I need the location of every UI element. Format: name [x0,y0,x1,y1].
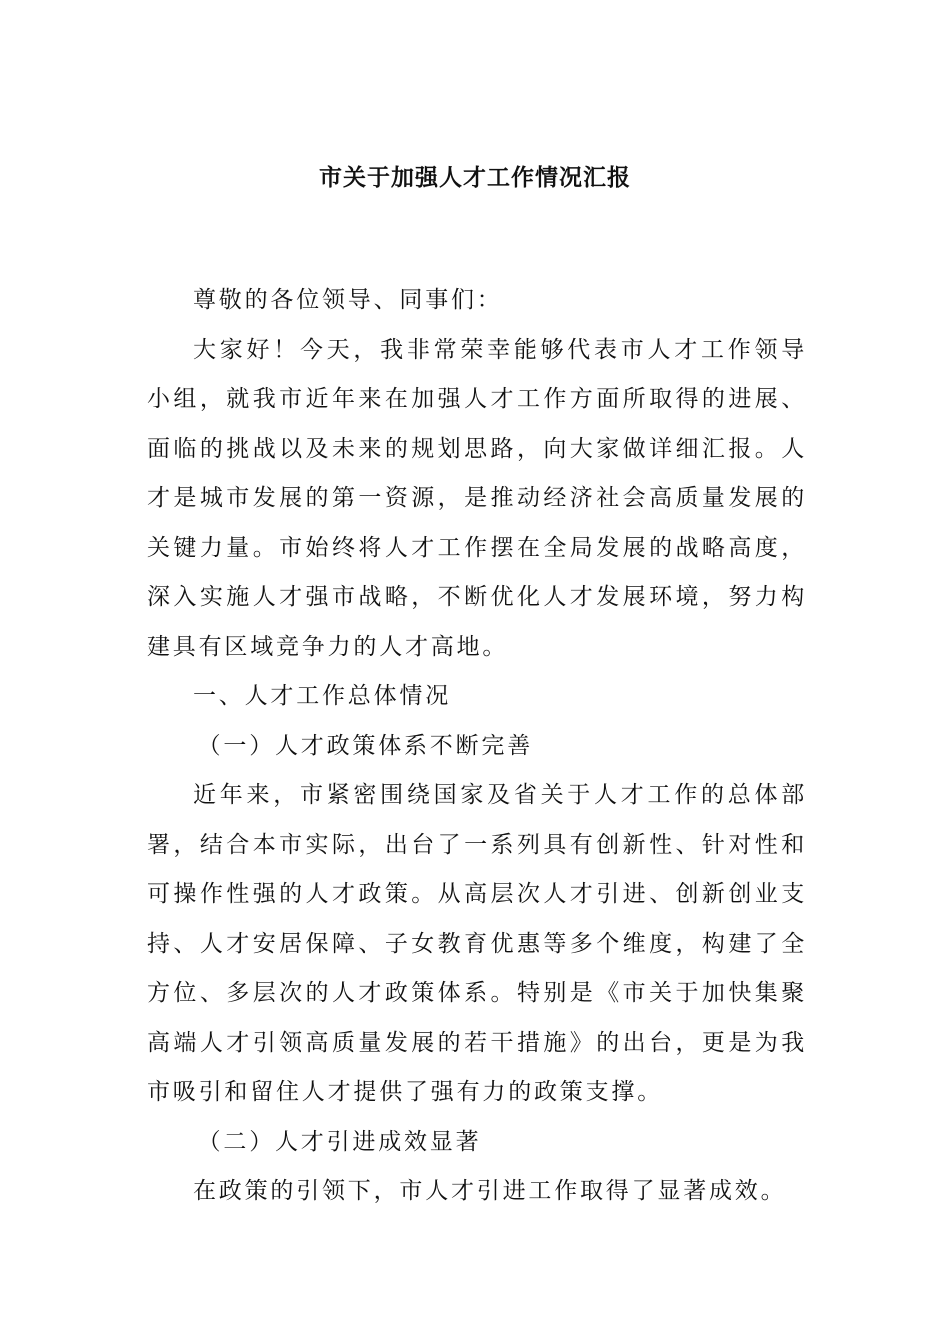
document-title: 市关于加强人才工作情况汇报 [319,164,631,191]
subsection-paragraph-1: 近年来，市紧密围绕国家及省关于人才工作的总体部署，结合本市实际，出台了一系列具有创新性、针对性和可操作性强的人才政策。从高层次人才引进、创新创业支持、人才安居保障、子女教育优惠等多个维度，构建了全方位、多层次的人才政策体系。特别是《市关于加快集聚高端人才引领高质量发展的若干措施》的出台，更是为我市吸引和留住人才提供了强有力的政策支撑。 [147,782,807,1105]
subsection-paragraph-2: 在政策的引领下，市人才引进工作取得了显著成效。 [193,1178,787,1204]
intro-paragraph: 大家好！今天，我非常荣幸能够代表市人才工作领导小组，就我市近年来在加强人才工作方面所取得的进展、面临的挑战以及未来的规划思路，向大家做详细汇报。人才是城市发展的第一资源，是推动经济社会高质量发展的关键力量。市始终将人才工作摆在全局发展的战略高度，深入实施人才强市战略，不断优化人才发展环境，努力构建具有区域竞争力的人才高地。 [147,336,807,660]
subsection-heading-2: （二）人才引进成效显著 [197,1128,482,1155]
subsection-heading-1: （一）人才政策体系不断完善 [197,732,533,759]
section-heading-1: 一、人才工作总体情况 [193,683,451,709]
document-body [147,276,807,1217]
salutation: 尊敬的各位领导、同事们： [193,287,503,313]
